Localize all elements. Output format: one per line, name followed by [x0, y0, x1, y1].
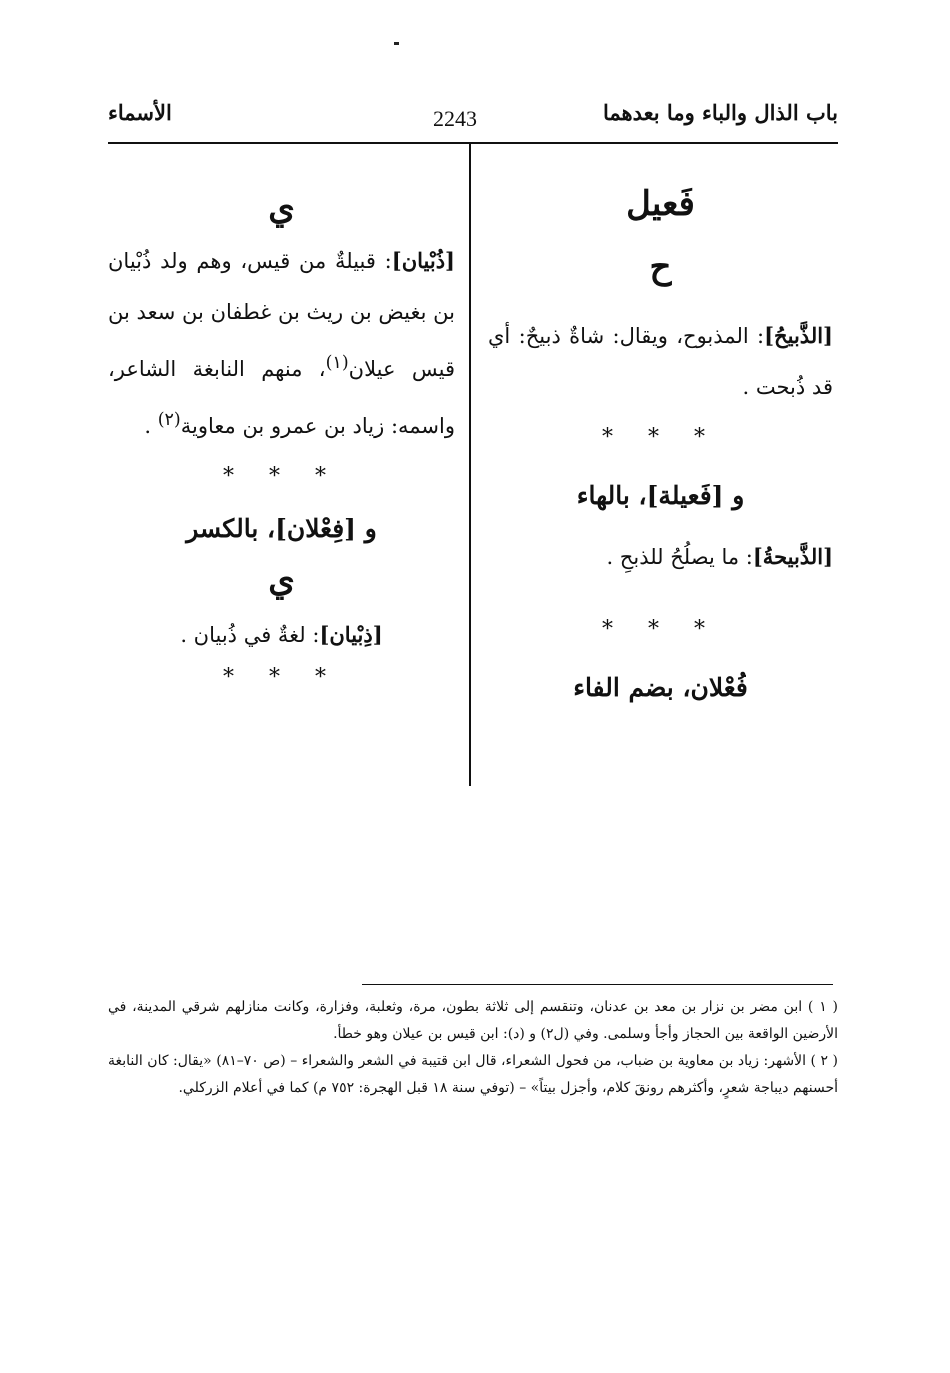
page-header: [108, 100, 838, 140]
entry-text: : ما يصلُحُ للذبحِ .: [606, 544, 753, 569]
footnotes: [108, 994, 838, 1102]
footnote-divider: [362, 984, 833, 985]
section-separator: * * *: [223, 664, 340, 690]
entry-text: : المذبوح، ويقال: شاةٌ ذبيحٌ: أي قد ذُبحت .: [488, 323, 833, 399]
dictionary-entry: [108, 235, 455, 452]
column-divider: [469, 144, 471, 786]
pattern-heading: و [فِعْلان]، بالكسر: [186, 513, 377, 543]
entry-text: ، منهم النابغة الشاعر، واسمه: زياد بن عمرو بن معاوية: [108, 356, 455, 438]
page-mark: [394, 42, 399, 45]
dictionary-entry: [488, 310, 833, 413]
letter-heading: ح: [649, 246, 672, 287]
page-number: 2243: [433, 106, 477, 131]
pattern-heading: فَعيل: [626, 184, 695, 224]
header-divider: [108, 142, 838, 144]
letter-heading: ي: [268, 188, 295, 228]
entry-headword: [الذَّبيحةُ]: [752, 543, 833, 569]
footnote-ref: (١): [325, 352, 349, 373]
section-separator: * * *: [223, 463, 340, 489]
entry-headword: [الذَّبيحُ]: [764, 322, 833, 348]
chapter-title: باب الذال والباء وما بعدهما: [603, 100, 838, 125]
pattern-heading: و [فَعيلة]، بالهاء: [576, 480, 745, 510]
entry-headword: [ذُبْيان]: [391, 247, 455, 273]
entry-headword: [ذِبْيان]: [319, 621, 383, 647]
left-column: [108, 170, 455, 690]
section-title: الأسماء: [108, 100, 172, 125]
footnote-ref: (٢): [157, 409, 181, 430]
entry-text: .: [144, 413, 158, 438]
dictionary-entry: [488, 531, 833, 583]
footnote-1: ( ١ ) ابن مضر بن نزار بن معد بن عدنان، وتنقسم إلى ثلاثة بطون، مرة، وثعلبة، وفزارة، وكانت منازلهم شرقي المدينة، في الأرضين الواقعة بين الحجاز وأجأ وسلمى. وفي (ل٢) و (د): ابن قيس بن عيلان وهو خطأ.: [108, 999, 838, 1042]
section-separator: * * *: [602, 424, 719, 450]
pattern-heading: فُعْلان، بضم الفاء: [573, 672, 748, 702]
right-column: [488, 170, 833, 705]
entry-text: : لغةٌ في ذُبيان .: [180, 622, 320, 647]
letter-heading: ي: [268, 559, 295, 600]
entry-text: : قبيلةٌ من قيس، وهم ولد ذُبْيان بن بغيض بن ريث بن غطفان بن سعد بن قيس عيلان: [108, 248, 455, 381]
footnote-2: ( ٢ ) الأشهر: زياد بن معاوية بن ضباب، من فحول الشعراء، قال ابن قتيبة في الشعر والشعراء – (ص ٧٠–٨١) «يقال: كان النابغة أحسنهم ديباجة شعرٍ، وأكثرهم رونقَ كلام، وأجزل بيتاً» – (توفي سنة ١٨ قبل الهجرة: ٧٥٢ م) كما في أعلام الزركلي.: [108, 1053, 838, 1096]
dictionary-entry: [108, 609, 455, 661]
section-separator: * * *: [602, 616, 719, 642]
